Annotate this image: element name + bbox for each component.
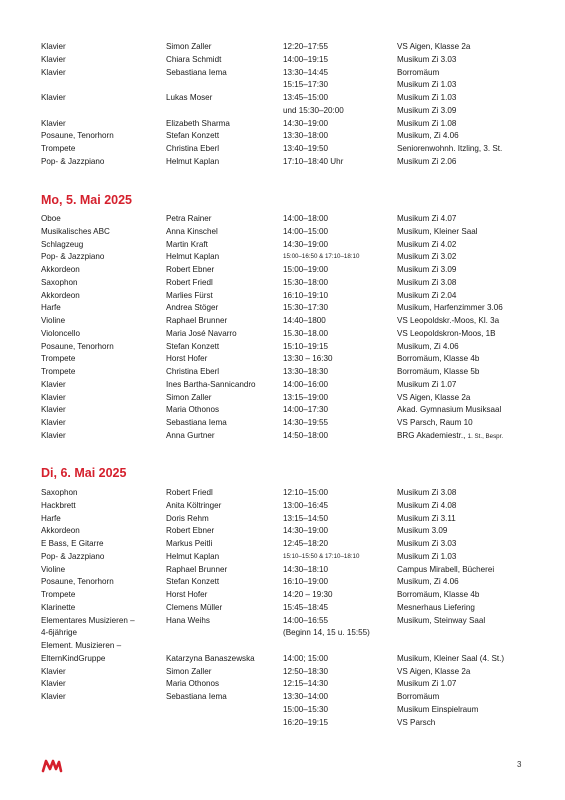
cell-location: Musikum Zi 3.11 bbox=[397, 513, 456, 523]
cell-time: 14:00; 15:00 bbox=[283, 653, 329, 663]
cell-instrument: Klavier bbox=[41, 118, 66, 128]
cell-instrument: Akkordeon bbox=[41, 526, 80, 536]
cell-location: Musikum Zi 4.08 bbox=[397, 500, 457, 510]
cell-location: Borromäum bbox=[397, 67, 440, 77]
cell-teacher: Helmut Kaplan bbox=[166, 252, 220, 262]
cell-teacher: Chiara Schmidt bbox=[166, 54, 222, 64]
cell-location: Musikum Zi 1.03 bbox=[397, 80, 457, 90]
cell-time: 13:30–14:00 bbox=[283, 692, 329, 701]
cell-location: Musikum, Kleiner Saal bbox=[397, 226, 478, 236]
cell-location: Musikum Einspielraum bbox=[397, 704, 479, 714]
cell-location: Musikum Zi 1.07 bbox=[397, 679, 457, 689]
cell-instrument: Violoncello bbox=[41, 328, 80, 338]
cell-location: Musikum Zi 1.08 bbox=[397, 118, 457, 128]
cell-time: 14:00–15:00 bbox=[283, 226, 329, 236]
cell-instrument: Trompete bbox=[41, 354, 76, 364]
cell-time: 16:10–19:00 bbox=[283, 577, 329, 587]
cell-time: 15:00–19:00 bbox=[283, 265, 329, 274]
cell-location: Musikum Zi 1.07 bbox=[397, 379, 457, 389]
cell-time: 13:15–14:50 bbox=[283, 513, 329, 523]
cell-teacher: Ines Bartha-Sannicandro bbox=[166, 379, 256, 389]
cell-instrument: Harfe bbox=[41, 303, 61, 313]
cell-time: 14:30–19:00 bbox=[283, 118, 329, 128]
cell-time: 13:30–18:30 bbox=[283, 367, 329, 376]
cell-instrument: Klavier bbox=[41, 93, 66, 102]
cell-teacher: Anna Kinschel bbox=[166, 226, 218, 236]
cell-teacher: Simon Zaller bbox=[166, 392, 212, 402]
cell-teacher: Raphael Brunner bbox=[166, 564, 228, 574]
cell-location: VS Aigen, Klasse 2a bbox=[397, 666, 471, 676]
cell-instrument: Pop- & Jazzpiano bbox=[41, 156, 105, 166]
cell-teacher: Robert Ebner bbox=[166, 526, 215, 536]
cell-instrument: E Bass, E Gitarre bbox=[41, 539, 104, 548]
cell-teacher: Petra Rainer bbox=[166, 214, 212, 223]
cell-instrument: Akkordeon bbox=[41, 265, 80, 274]
cell-teacher: Simon Zaller bbox=[166, 666, 212, 676]
cell-instrument: Violine bbox=[41, 564, 66, 574]
cell-instrument: Trompete bbox=[41, 367, 76, 376]
cell-location: Borromäum, Klasse 5b bbox=[397, 367, 480, 376]
cell-instrument: ElternKindGruppe bbox=[41, 653, 106, 663]
cell-teacher: Sebastiana Iema bbox=[166, 67, 227, 77]
cell-time: 16:10–19:10 bbox=[283, 290, 329, 300]
section-heading: Mo, 5. Mai 2025 bbox=[41, 193, 133, 207]
cell-time: 13:45–15:00 bbox=[283, 93, 329, 102]
cell-instrument: Klavier bbox=[41, 405, 66, 415]
cell-teacher: Stefan Konzett bbox=[166, 341, 220, 351]
cell-teacher: Stefan Konzett bbox=[166, 131, 220, 141]
cell-time: 13:00–16:45 bbox=[283, 500, 329, 510]
cell-time: 15:00–15:30 bbox=[283, 704, 329, 714]
cell-instrument: Trompete bbox=[41, 590, 76, 599]
cell-instrument: Saxophon bbox=[41, 277, 78, 287]
cell-teacher: Martin Kraft bbox=[166, 239, 208, 249]
cell-teacher: Elizabeth Sharma bbox=[166, 118, 230, 128]
cell-time: 15:10–19:15 bbox=[283, 341, 329, 351]
cell-location: Musikum 3.09 bbox=[397, 526, 448, 536]
cell-instrument: Pop- & Jazzpiano bbox=[41, 252, 105, 262]
cell-location: Musikum Zi 3.02 bbox=[397, 252, 457, 262]
cell-instrument: Klavier bbox=[41, 679, 66, 689]
cell-instrument: Klavier bbox=[41, 379, 66, 389]
cell-teacher: Sebastiana Iema bbox=[166, 692, 227, 701]
cell-location: VS Aigen, Klasse 2a bbox=[397, 42, 471, 51]
cell-time: 13:30 – 16:30 bbox=[283, 354, 333, 364]
cell-instrument: Klavier bbox=[41, 666, 66, 676]
cell-time: 15:00–16:50 & 17:10–18:10 bbox=[283, 253, 360, 261]
cell-time: 14:00–16:00 bbox=[283, 379, 329, 389]
cell-teacher: Horst Hofer bbox=[166, 354, 208, 364]
cell-teacher: Christina Eberl bbox=[166, 144, 220, 153]
cell-time: 15:30–18:00 bbox=[283, 277, 329, 287]
cell-location: Musikum, Zi 4.06 bbox=[397, 577, 459, 587]
cell-time: 14:00–18:00 bbox=[283, 214, 329, 223]
cell-time: 14:30–19:55 bbox=[283, 418, 329, 427]
cell-teacher: Maria José Navarro bbox=[166, 328, 237, 338]
cell-time: (Beginn 14, 15 u. 15:55) bbox=[283, 628, 370, 638]
cell-location: Musikum, Harfenzimmer 3.06 bbox=[397, 303, 503, 313]
cell-time: 12:10–15:00 bbox=[283, 488, 329, 497]
cell-teacher: Horst Hofer bbox=[166, 590, 208, 599]
cell-time: 15:45–18:45 bbox=[283, 602, 329, 612]
cell-location: Musikum Zi 4.07 bbox=[397, 214, 457, 223]
cell-location: Musikum Zi 3.03 bbox=[397, 54, 457, 64]
cell-teacher: Stefan Konzett bbox=[166, 577, 220, 587]
cell-instrument: Akkordeon bbox=[41, 290, 80, 300]
cell-time: 16:20–19:15 bbox=[283, 717, 329, 727]
cell-location: Musikum Zi 2.06 bbox=[397, 156, 457, 166]
cell-teacher: Lukas Moser bbox=[166, 93, 213, 102]
cell-location: Musikum Zi 4.02 bbox=[397, 239, 457, 249]
cell-time: 12:15–14:30 bbox=[283, 679, 329, 689]
cell-teacher: Simon Zaller bbox=[166, 42, 212, 51]
cell-teacher: Sebastiana Iema bbox=[166, 418, 227, 427]
cell-location: Musikum Zi 3.08 bbox=[397, 488, 457, 497]
cell-location: Musikum, Zi 4.06 bbox=[397, 131, 459, 141]
cell-teacher: Marlies Fürst bbox=[166, 290, 213, 300]
cell-time: 12:45–18:20 bbox=[283, 539, 329, 548]
cell-teacher: Helmut Kaplan bbox=[166, 551, 220, 561]
cell-instrument: Element. Musizieren – bbox=[41, 641, 122, 650]
musikum-logo-icon bbox=[41, 757, 63, 773]
cell-instrument: Saxophon bbox=[41, 488, 78, 497]
cell-instrument: Klavier bbox=[41, 392, 66, 402]
cell-time: 12:50–18:30 bbox=[283, 666, 329, 676]
cell-time: 14:20 – 19:30 bbox=[283, 590, 333, 599]
cell-teacher: Katarzyna Banaszewska bbox=[166, 653, 255, 663]
cell-instrument: Pop- & Jazzpiano bbox=[41, 551, 105, 561]
cell-location: Musikum Zi 2.04 bbox=[397, 290, 457, 300]
cell-time: 14:30–19:00 bbox=[283, 526, 329, 536]
cell-instrument: Klavier bbox=[41, 67, 66, 77]
cell-location: Musikum Zi 3.09 bbox=[397, 265, 457, 274]
cell-location: VS Leopoldskr.-Moos, Kl. 3a bbox=[397, 316, 500, 325]
cell-location: Seniorenwohnh. Itzling, 3. St. bbox=[397, 144, 503, 153]
cell-teacher: Doris Rehm bbox=[166, 513, 209, 523]
cell-time: 15:15–17:30 bbox=[283, 80, 329, 90]
cell-teacher: Andrea Stöger bbox=[166, 303, 219, 313]
cell-instrument: Klarinette bbox=[41, 602, 76, 612]
cell-instrument: Klavier bbox=[41, 430, 66, 440]
section-heading: Di, 6. Mai 2025 bbox=[41, 466, 127, 480]
cell-location: Borromäum, Klasse 4b bbox=[397, 354, 480, 364]
cell-teacher: Anita Költringer bbox=[166, 500, 222, 510]
cell-location: VS Aigen, Klasse 2a bbox=[397, 392, 471, 402]
cell-location: Borromäum bbox=[397, 692, 440, 701]
cell-teacher: Maria Othonos bbox=[166, 405, 220, 415]
cell-instrument: Violine bbox=[41, 316, 66, 325]
cell-location: Musikum Zi 1.03 bbox=[397, 551, 457, 561]
cell-instrument: Hackbrett bbox=[41, 500, 76, 510]
cell-instrument: Klavier bbox=[41, 42, 66, 51]
cell-teacher: Hana Weihs bbox=[166, 615, 210, 625]
cell-time: 14:30–19:00 bbox=[283, 239, 329, 249]
cell-time: 13:30–14:45 bbox=[283, 67, 329, 77]
cell-time: 17:10–18:40 Uhr bbox=[283, 156, 344, 166]
cell-teacher: Clemens Müller bbox=[166, 602, 223, 612]
cell-time: 15:10–15:50 & 17:10–18:10 bbox=[283, 552, 360, 560]
cell-location: Musikum Zi 3.09 bbox=[397, 105, 457, 115]
cell-instrument: Posaune, Tenorhorn bbox=[41, 131, 114, 141]
cell-time: 14:50–18:00 bbox=[283, 430, 329, 440]
cell-teacher: Robert Friedl bbox=[166, 488, 213, 497]
cell-time: 12:20–17:55 bbox=[283, 42, 329, 51]
cell-teacher: Robert Friedl bbox=[166, 277, 213, 287]
cell-location: Campus Mirabell, Bücherei bbox=[397, 564, 495, 574]
cell-time: 15:30–17:30 bbox=[283, 303, 329, 313]
cell-location: Musikum, Steinway Saal bbox=[397, 615, 486, 625]
cell-instrument: Oboe bbox=[41, 214, 61, 223]
cell-time: 13:30–18:00 bbox=[283, 131, 329, 141]
cell-time: 14:00–16:55 bbox=[283, 615, 329, 625]
cell-time: 14:40–1800 bbox=[283, 316, 326, 325]
cell-instrument: Elementares Musizieren – bbox=[41, 615, 135, 625]
cell-instrument: 4-6jährige bbox=[41, 628, 77, 638]
cell-location: VS Leopoldskron-Moos, 1B bbox=[397, 328, 496, 338]
cell-location: Akad. Gymnasium Musiksaal bbox=[397, 405, 502, 415]
cell-time: und 15:30–20:00 bbox=[283, 105, 344, 115]
cell-location: Musikum, Zi 4.06 bbox=[397, 341, 459, 351]
cell-time: 14:00–17:30 bbox=[283, 405, 329, 415]
cell-teacher: Robert Ebner bbox=[166, 265, 215, 274]
cell-teacher: Helmut Kaplan bbox=[166, 156, 220, 166]
cell-instrument: Klavier bbox=[41, 692, 66, 701]
cell-teacher: Anna Gurtner bbox=[166, 430, 215, 440]
cell-time: 13:15–19:00 bbox=[283, 392, 329, 402]
cell-location: VS Parsch bbox=[397, 717, 436, 727]
cell-location: Musikum, Kleiner Saal (4. St.) bbox=[397, 653, 505, 663]
cell-instrument: Trompete bbox=[41, 144, 76, 153]
cell-location: Musikum Zi 1.03 bbox=[397, 93, 457, 102]
cell-instrument: Harfe bbox=[41, 513, 61, 523]
cell-location: Borromäum, Klasse 4b bbox=[397, 590, 480, 599]
cell-location: VS Parsch, Raum 10 bbox=[397, 418, 473, 427]
cell-instrument: Posaune, Tenorhorn bbox=[41, 577, 114, 587]
cell-time: 14:00–19:15 bbox=[283, 54, 329, 64]
cell-teacher: Christina Eberl bbox=[166, 367, 220, 376]
cell-time: 14:30–18:10 bbox=[283, 564, 329, 574]
cell-instrument: Schlagzeug bbox=[41, 239, 84, 249]
cell-instrument: Klavier bbox=[41, 418, 66, 427]
cell-location: BRG Akademiestr., 1. St., Bespr. bbox=[397, 430, 504, 440]
page-number: 3 bbox=[517, 760, 522, 769]
cell-location: Mesnerhaus Liefering bbox=[397, 602, 475, 612]
cell-instrument: Musikalisches ABC bbox=[41, 226, 110, 236]
cell-location: Musikum Zi 3.03 bbox=[397, 539, 457, 548]
cell-time: 13:40–19:50 bbox=[283, 144, 329, 153]
cell-teacher: Markus Peitli bbox=[166, 539, 213, 548]
cell-location: Musikum Zi 3.08 bbox=[397, 277, 457, 287]
cell-teacher: Maria Othonos bbox=[166, 679, 220, 689]
cell-teacher: Raphael Brunner bbox=[166, 316, 228, 325]
cell-instrument: Posaune, Tenorhorn bbox=[41, 341, 114, 351]
cell-time: 15.30–18.00 bbox=[283, 328, 329, 338]
cell-instrument: Klavier bbox=[41, 54, 66, 64]
